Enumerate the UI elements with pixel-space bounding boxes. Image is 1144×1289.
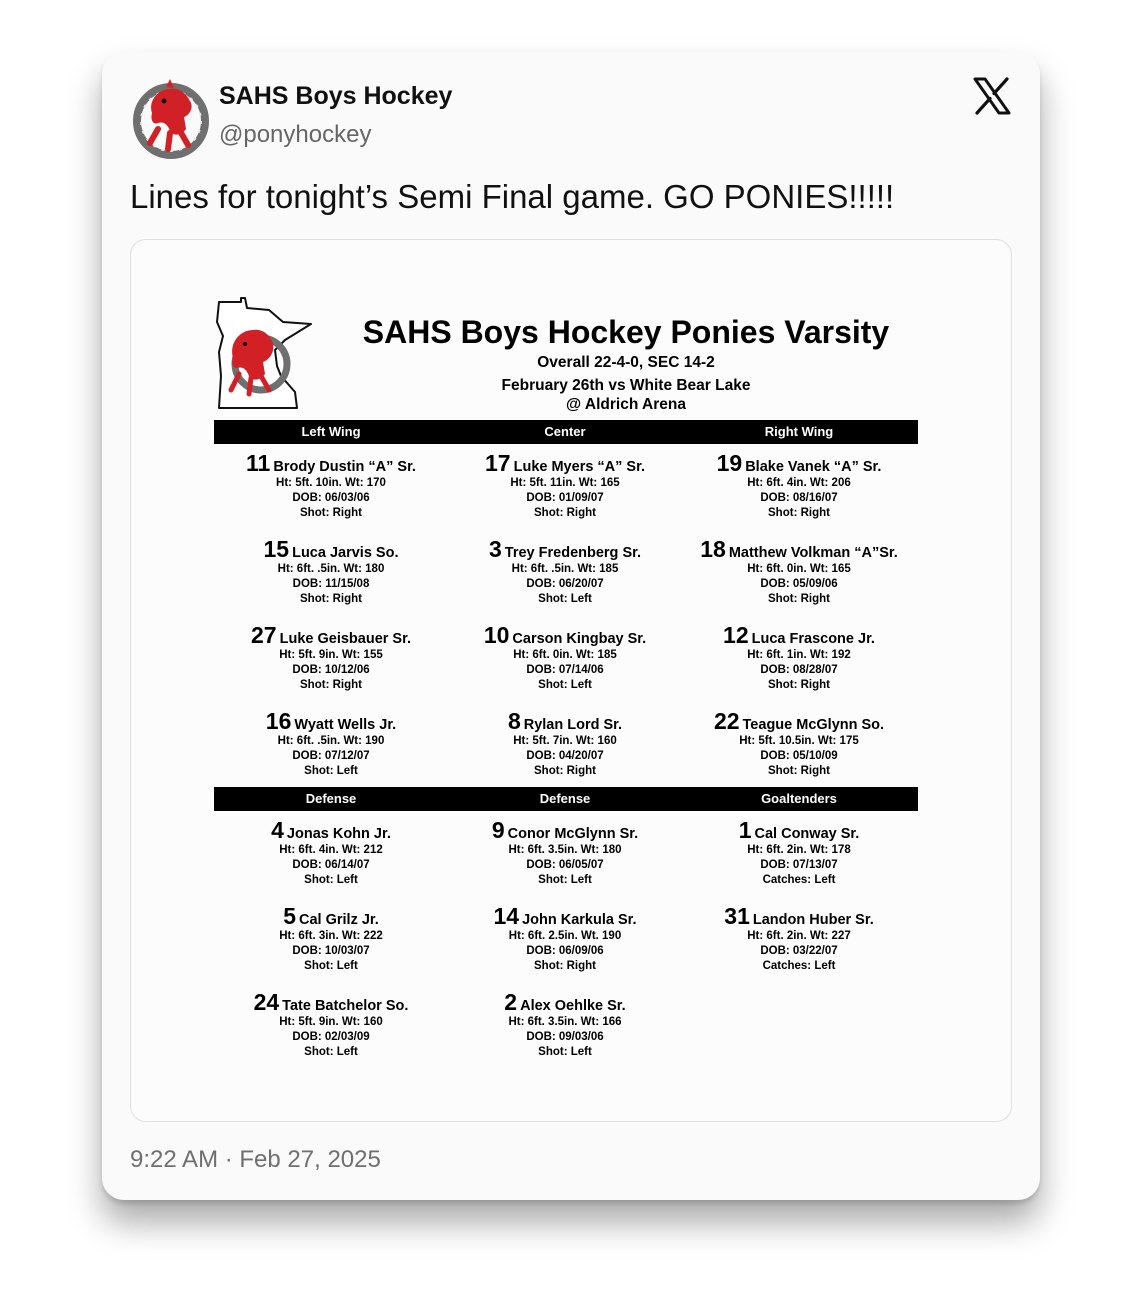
player-stat: Shot: Left — [538, 874, 592, 886]
player-stat: Ht: 5ft. 7in. Wt: 160 — [513, 735, 617, 747]
player-name: Luca Jarvis So. — [292, 545, 399, 561]
player-stat: DOB: 01/09/07 — [526, 492, 604, 504]
player-number: 2 — [504, 989, 518, 1015]
player-stat: Shot: Right — [768, 765, 830, 777]
player-card — [682, 903, 916, 974]
player-stat: DOB: 06/03/06 — [292, 492, 370, 504]
player-name: Alex Oehlke Sr. — [520, 998, 626, 1014]
column-header-center: Center — [544, 424, 586, 439]
avatar[interactable] — [130, 77, 212, 159]
player-stat: Catches: Left — [762, 960, 836, 972]
player-stat: Shot: Right — [534, 960, 596, 972]
player-stat: DOB: 05/10/09 — [760, 750, 838, 762]
player-card — [214, 817, 448, 888]
player-stat: Ht: 5ft. 11in. Wt: 165 — [510, 477, 620, 489]
player-stat: DOB: 06/09/06 — [526, 945, 604, 957]
player-stat: Ht: 6ft. 3in. Wt: 222 — [279, 930, 383, 942]
player-name: Cal Grilz Jr. — [299, 912, 379, 928]
player-number: 14 — [493, 903, 520, 929]
player-name: Luke Geisbauer Sr. — [279, 631, 411, 647]
player-card — [448, 450, 682, 521]
player-stat: DOB: 09/03/06 — [526, 1031, 604, 1043]
player-stat: DOB: 05/09/06 — [760, 578, 838, 590]
player-number: 4 — [271, 817, 284, 843]
player-number: 15 — [263, 536, 290, 562]
column-header-defense-2: Defense — [539, 791, 591, 806]
player-stat: Shot: Right — [768, 507, 830, 519]
player-number: 9 — [491, 817, 505, 843]
player-stat: Shot: Right — [534, 507, 596, 519]
player-card — [214, 903, 448, 974]
poster-title: SAHS Boys Hockey Ponies Varsity — [362, 314, 890, 350]
player-name: Blake Vanek “A” Sr. — [745, 459, 882, 475]
player-stat: DOB: 11/15/08 — [292, 578, 370, 590]
player-stat: Shot: Left — [304, 874, 358, 886]
player-card — [448, 536, 682, 607]
tweet-image[interactable] — [130, 239, 1012, 1122]
player-stat: DOB: 06/05/07 — [526, 859, 604, 871]
player-card — [682, 708, 916, 779]
player-number: 19 — [716, 450, 743, 476]
tweet-timestamp[interactable]: 9:22 AM · Feb 27, 2025 — [130, 1146, 381, 1173]
player-number: 22 — [713, 708, 740, 734]
player-number: 12 — [723, 622, 749, 648]
player-stat: Ht: 6ft. 2in. Wt: 227 — [747, 930, 851, 942]
player-stat: Ht: 6ft. 1in. Wt: 192 — [747, 649, 851, 661]
player-stat: Shot: Right — [300, 507, 362, 519]
player-number: 3 — [489, 536, 502, 562]
player-name: Rylan Lord Sr. — [523, 717, 623, 733]
player-stat: Ht: 6ft. 3.5in. Wt: 166 — [508, 1016, 622, 1028]
player-stat: DOB: 10/03/07 — [292, 945, 370, 957]
player-card — [214, 450, 448, 521]
player-number: 11 — [246, 450, 271, 476]
player-stat: Shot: Right — [300, 679, 362, 691]
player-stat: Ht: 6ft. .5in. Wt: 180 — [277, 563, 385, 575]
player-card — [448, 817, 682, 888]
player-stat: Ht: 6ft. .5in. Wt: 190 — [277, 735, 385, 747]
tweet-card — [102, 52, 1040, 1200]
forwards-header-bar — [214, 420, 918, 444]
player-stat: DOB: 08/16/07 — [760, 492, 838, 504]
player-number: 18 — [700, 536, 726, 562]
player-stat: DOB: 07/13/07 — [760, 859, 838, 871]
player-stat: Shot: Left — [304, 960, 358, 972]
player-card — [682, 817, 916, 888]
player-name: Wyatt Wells Jr. — [294, 717, 397, 733]
player-card — [448, 903, 682, 974]
player-stat: Ht: 5ft. 9in. Wt: 155 — [279, 649, 383, 661]
player-card — [682, 622, 916, 693]
player-card — [682, 536, 916, 607]
player-stat: Ht: 6ft. 2.5in. Wt. 190 — [508, 930, 622, 942]
player-card — [214, 989, 448, 1060]
player-name: Teague McGlynn So. — [742, 717, 885, 733]
player-stat: DOB: 02/03/09 — [292, 1031, 370, 1043]
player-name: Luca Frascone Jr. — [751, 631, 875, 647]
player-number: 27 — [251, 622, 277, 648]
player-number: 10 — [483, 622, 510, 648]
defense-header-bar — [214, 787, 918, 811]
player-card — [214, 708, 448, 779]
player-stat: Shot: Left — [538, 679, 592, 691]
player-stat: DOB: 06/20/07 — [526, 578, 604, 590]
player-stat: Ht: 6ft. 4in. Wt: 212 — [279, 844, 383, 856]
player-number: 5 — [283, 903, 296, 929]
column-header-defense-1: Defense — [305, 791, 357, 806]
player-number: 1 — [738, 817, 752, 843]
player-name: Jonas Kohn Jr. — [286, 826, 391, 842]
player-card — [448, 708, 682, 779]
player-stat: DOB: 03/22/07 — [760, 945, 838, 957]
player-name: Matthew Volkman “A”Sr. — [728, 545, 898, 561]
game-matchup: February 26th vs White Bear Lake — [501, 377, 751, 394]
player-stat: Ht: 5ft. 10in. Wt: 170 — [276, 477, 386, 489]
player-name: Landon Huber Sr. — [752, 912, 874, 928]
player-name: John Karkula Sr. — [522, 912, 637, 928]
player-stat: Shot: Right — [768, 679, 830, 691]
player-stat: Ht: 6ft. 0in. Wt: 165 — [747, 563, 851, 575]
team-record: Overall 22-4-0, SEC 14-2 — [537, 354, 715, 371]
player-card — [448, 989, 682, 1060]
player-stat: DOB: 07/12/07 — [292, 750, 370, 762]
tweet-text: Lines for tonight’s Semi Final game. GO PONIES!!!!! — [130, 178, 895, 215]
player-card — [448, 622, 682, 693]
player-name: Conor McGlynn Sr. — [507, 826, 639, 842]
player-card — [214, 536, 448, 607]
player-name: Cal Conway Sr. — [754, 826, 860, 842]
user-handle[interactable]: @ponyhockey — [219, 121, 372, 148]
player-number: 24 — [253, 989, 280, 1015]
player-stat: DOB: 04/20/07 — [526, 750, 604, 762]
player-stat: Shot: Left — [304, 1046, 358, 1058]
column-header-goaltenders: Goaltenders — [761, 791, 837, 806]
player-stat: DOB: 07/14/06 — [526, 664, 604, 676]
player-stat: Ht: 6ft. .5in. Wt: 185 — [511, 563, 619, 575]
player-stat: Ht: 5ft. 10.5in. Wt: 175 — [739, 735, 859, 747]
player-stat: DOB: 06/14/07 — [292, 859, 370, 871]
player-number: 31 — [724, 903, 750, 929]
player-name: Luke Myers “A” Sr. — [513, 459, 645, 475]
player-stat: DOB: 08/28/07 — [760, 664, 838, 676]
player-name: Tate Batchelor So. — [282, 998, 409, 1014]
player-stat: Ht: 6ft. 0in. Wt: 185 — [513, 649, 617, 661]
minnesota-pony-logo — [211, 296, 319, 416]
player-stat: Catches: Left — [762, 874, 836, 886]
player-stat: Shot: Right — [300, 593, 362, 605]
player-card — [682, 450, 916, 521]
column-header-left-wing: Left Wing — [301, 424, 361, 439]
player-stat: Shot: Left — [538, 1046, 592, 1058]
player-stat: Shot: Left — [538, 593, 592, 605]
player-stat: DOB: 10/12/06 — [292, 664, 370, 676]
player-stat: Ht: 6ft. 2in. Wt: 178 — [747, 844, 851, 856]
player-stat: Shot: Left — [304, 765, 358, 777]
player-name: Trey Fredenberg Sr. — [504, 545, 641, 561]
player-card — [214, 622, 448, 693]
column-header-right-wing: Right Wing — [764, 424, 834, 439]
player-stat: Ht: 6ft. 4in. Wt: 206 — [747, 477, 851, 489]
player-stat: Shot: Right — [534, 765, 596, 777]
player-stat: Ht: 5ft. 9in. Wt: 160 — [279, 1016, 383, 1028]
player-stat: Ht: 6ft. 3.5in. Wt: 180 — [508, 844, 622, 856]
player-name: Brody Dustin “A” Sr. — [273, 459, 416, 475]
game-venue: @ Aldrich Arena — [566, 396, 686, 413]
player-number: 17 — [485, 450, 511, 476]
player-name: Carson Kingbay Sr. — [512, 631, 647, 647]
x-logo-icon[interactable] — [972, 76, 1012, 116]
display-name[interactable]: SAHS Boys Hockey — [219, 82, 453, 110]
player-number: 16 — [265, 708, 292, 734]
player-number: 8 — [507, 708, 521, 734]
player-stat: Shot: Right — [768, 593, 830, 605]
